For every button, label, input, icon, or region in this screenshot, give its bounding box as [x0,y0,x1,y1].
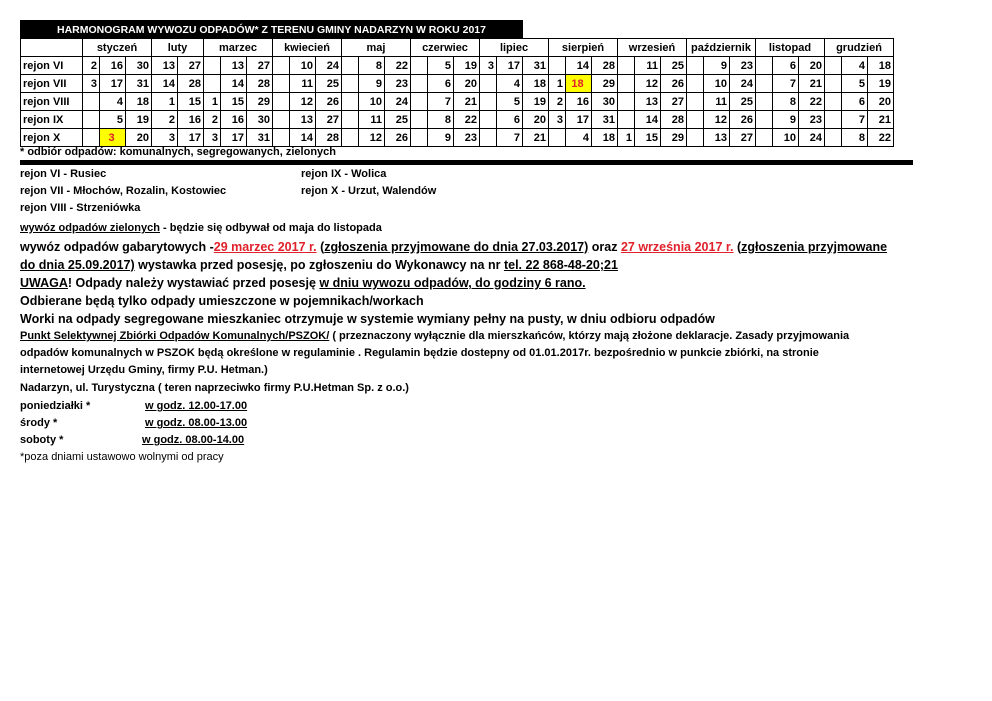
date-cell [411,93,428,111]
date-cell [480,111,497,129]
date-cell: 5 [842,75,868,93]
date-cell: 24 [316,57,342,75]
date-cell [687,75,704,93]
date-cell: 16 [100,57,126,75]
date-cell: 4 [566,129,592,147]
date-cell: 17 [221,129,247,147]
date-cell [687,129,704,147]
month-9: wrzesień [618,39,687,57]
green-waste-link: wywóz odpadów zielonych [20,222,160,234]
date-cell [204,75,221,93]
date-cell: 25 [385,111,411,129]
month-4: kwiecień [273,39,342,57]
date-cell: 12 [290,93,316,111]
date-cell: 23 [454,129,480,147]
date-cell: 7 [428,93,454,111]
bulky-date-1: 29 marzec 2017 r. [213,240,317,254]
date-cell: 15 [635,129,661,147]
pszok-address: Nadarzyn, ul. Turystyczna ( teren naprzeciwko firmy P.U.Hetman Sp. z o.o.) [20,382,409,394]
date-cell: 13 [152,57,178,75]
date-cell: 3 [480,57,497,75]
date-cell: 22 [454,111,480,129]
date-cell [342,111,359,129]
region-label: rejon IX [21,111,83,129]
region-label: rejon X [21,129,83,147]
date-cell [411,75,428,93]
date-cell: 28 [661,111,687,129]
date-cell: 25 [661,57,687,75]
bulky-waste-line-2: do dnia 25.09.2017) wystawka przed posesję, po zgłoszeniu do Wykonawcy na nr tel. 22 868-48-20;21 [20,258,618,272]
region-vii: rejon VII - Młochów, Rozalin, Kostowiec [20,185,227,197]
date-cell: 22 [799,93,825,111]
date-cell: 10 [359,93,385,111]
date-cell: 25 [730,93,756,111]
hours-time-3: w godz. 08.00-14.00 [142,434,245,446]
date-cell: 1 [549,75,566,93]
schedule-title: HARMONOGRAM WYWOZU ODPADÓW* Z TERENU GMINY NADARZYN W ROKU 2017 [21,21,523,39]
date-cell [411,57,428,75]
date-cell [342,93,359,111]
date-cell: 30 [592,93,618,111]
date-cell [756,129,773,147]
date-cell [618,111,635,129]
green-waste-line: wywóz odpadów zielonych - będzie się odbywał od maja do listopada [20,222,382,234]
date-cell: 3 [152,129,178,147]
date-cell [687,93,704,111]
date-cell: 14 [635,111,661,129]
date-cell: 30 [126,57,152,75]
date-cell: 21 [868,111,894,129]
date-cell: 11 [635,57,661,75]
date-cell: 1 [618,129,635,147]
date-cell: 27 [316,111,342,129]
date-cell: 17 [497,57,523,75]
date-cell [756,111,773,129]
date-cell: 16 [178,111,204,129]
date-cell: 4 [100,93,126,111]
date-cell: 26 [385,129,411,147]
date-cell: 6 [497,111,523,129]
date-cell: 14 [290,129,316,147]
date-cell: 20 [799,57,825,75]
month-10: październik [687,39,756,57]
pszok-line-3: internetowej Urzędu Gminy, firmy P.U. Hetman.) [20,364,268,376]
date-cell: 18 [868,57,894,75]
date-cell: 8 [842,129,868,147]
date-cell [618,57,635,75]
date-cell: 27 [730,129,756,147]
date-cell [756,75,773,93]
date-cell: 3 [83,75,100,93]
date-cell: 23 [385,75,411,93]
date-cell [825,75,842,93]
holiday-note: *poza dniami ustawowo wolnymi od pracy [20,451,224,463]
date-cell [411,129,428,147]
date-cell: 6 [773,57,799,75]
date-cell [618,93,635,111]
date-cell: 8 [773,93,799,111]
date-cell [825,129,842,147]
date-cell: 12 [359,129,385,147]
date-cell: 14 [152,75,178,93]
date-cell: 15 [221,93,247,111]
hours-time-1: w godz. 12.00-17.00 [145,400,248,412]
date-cell: 21 [454,93,480,111]
date-cell: 10 [773,129,799,147]
date-cell: 16 [566,93,592,111]
date-cell [825,111,842,129]
date-cell: 21 [523,129,549,147]
date-cell: 28 [592,57,618,75]
region-label: rejon VII [21,75,83,93]
month-11: listopad [756,39,825,57]
schedule-table [20,20,894,147]
date-cell: 31 [592,111,618,129]
date-cell: 7 [497,129,523,147]
warning-line: UWAGA! Odpady należy wystawiać przed posesję w dniu wywozu odpadów, do godziny 6 rano. [20,276,586,290]
date-cell [273,129,290,147]
date-cell: 13 [290,111,316,129]
date-cell: 3 [204,129,221,147]
date-cell [204,57,221,75]
month-5: maj [342,39,411,57]
date-cell [480,93,497,111]
date-cell: 4 [842,57,868,75]
month-3: marzec [204,39,273,57]
date-cell [549,57,566,75]
date-cell [83,111,100,129]
date-cell: 14 [221,75,247,93]
date-cell: 11 [704,93,730,111]
pszok-line-1: Punkt Selektywnej Zbiórki Odpadów Komunalnych/PSZOK/ ( przeznaczony wyłącznie dla mierszkańców, którzy mają złożone deklaracje. Zasady przyjmowania [20,330,850,342]
region-ix: rejon IX - Wolica [301,168,387,180]
region-vi: rejon VI - Rusiec [20,168,107,180]
date-cell: 6 [428,75,454,93]
date-cell: 9 [428,129,454,147]
date-cell: 6 [842,93,868,111]
date-cell: 29 [247,93,273,111]
date-cell: 11 [359,111,385,129]
date-cell: 18 [126,93,152,111]
date-cell [273,93,290,111]
date-cell: 18 [566,75,592,93]
date-cell [83,129,100,147]
date-cell: 16 [221,111,247,129]
date-cell: 23 [730,57,756,75]
date-cell: 12 [704,111,730,129]
date-cell [480,75,497,93]
date-cell: 27 [661,93,687,111]
date-cell: 1 [152,93,178,111]
date-cell [273,57,290,75]
date-cell: 3 [549,111,566,129]
date-cell: 2 [204,111,221,129]
pszok-link: Punkt Selektywnej Zbiórki Odpadów Komunalnych/PSZOK/ [20,330,330,342]
date-cell: 7 [773,75,799,93]
date-cell: 1 [204,93,221,111]
date-cell: 20 [454,75,480,93]
date-cell: 3 [100,129,126,147]
hours-day-2: środy * [20,417,58,429]
date-cell: 29 [592,75,618,93]
date-cell: 19 [454,57,480,75]
date-cell: 8 [359,57,385,75]
date-cell [273,111,290,129]
bags-line: Worki na odpady segregowane mieszkaniec otrzymuje w systemie wymiany pełny na pusty, w dniu odbioru odpadów [20,312,715,326]
date-cell: 2 [83,57,100,75]
date-cell: 9 [704,57,730,75]
date-cell [618,75,635,93]
schedule-row [21,129,894,147]
divider [20,160,913,165]
date-cell [342,75,359,93]
date-cell: 4 [497,75,523,93]
date-cell: 24 [730,75,756,93]
date-cell [83,93,100,111]
date-cell: 5 [428,57,454,75]
date-cell: 31 [247,129,273,147]
date-cell: 11 [290,75,316,93]
date-cell: 27 [178,57,204,75]
date-cell: 23 [799,111,825,129]
date-cell: 19 [126,111,152,129]
date-cell: 20 [868,93,894,111]
date-cell: 5 [100,111,126,129]
schedule-row [21,75,894,93]
date-cell [342,57,359,75]
month-7: lipiec [480,39,549,57]
date-cell [480,129,497,147]
region-viii: rejon VIII - Strzeniówka [20,202,141,214]
date-cell: 31 [523,57,549,75]
date-cell: 2 [549,93,566,111]
date-cell: 9 [359,75,385,93]
date-cell [273,75,290,93]
date-cell: 14 [566,57,592,75]
date-cell: 12 [635,75,661,93]
date-cell: 30 [247,111,273,129]
date-cell: 31 [126,75,152,93]
month-2: luty [152,39,204,57]
date-cell: 19 [523,93,549,111]
date-cell: 18 [523,75,549,93]
hours-day-3: soboty * [20,434,64,446]
date-cell: 18 [592,129,618,147]
month-8: sierpień [549,39,618,57]
date-cell: 10 [290,57,316,75]
date-cell: 27 [247,57,273,75]
month-6: czerwiec [411,39,480,57]
date-cell: 13 [635,93,661,111]
date-cell: 25 [316,75,342,93]
date-cell: 28 [178,75,204,93]
date-cell: 22 [868,129,894,147]
date-cell: 5 [497,93,523,111]
schedule-row [21,57,894,75]
date-cell: 17 [178,129,204,147]
date-cell: 20 [523,111,549,129]
date-cell: 15 [178,93,204,111]
date-cell: 17 [566,111,592,129]
date-cell: 24 [799,129,825,147]
date-cell: 26 [316,93,342,111]
bulky-date-2: 27 września 2017 r. [620,240,734,254]
date-cell: 22 [385,57,411,75]
date-cell [687,57,704,75]
date-cell: 13 [704,129,730,147]
region-x: rejon X - Urzut, Walendów [301,185,437,197]
date-cell: 13 [221,57,247,75]
date-cell [756,57,773,75]
region-label: rejon VI [21,57,83,75]
month-1: styczeń [83,39,152,57]
phone-number: tel. 22 868-48-20;21 [503,258,618,272]
bulky-waste-line-1: wywóz odpadów gabarytowych -29 marzec 2017 r. (zgłoszenia przyjmowane do dnia 27.03.2017) oraz 27 września 2017 r. (zgłoszenia przyjmowane [20,240,888,254]
pszok-line-2: odpadów komunalnych w PSZOK będą określone w regulaminie . Regulamin będzie dostepny od 01.01.2017r. bezpośrednio w punkcie zbiórki, na stronie [20,347,819,359]
date-cell [342,129,359,147]
month-header-row [21,39,894,57]
date-cell: 28 [316,129,342,147]
date-cell: 24 [385,93,411,111]
hours-day-1: poniedziałki * [20,400,91,412]
month-12: grudzień [825,39,894,57]
waste-type-footnote: * odbiór odpadów: komunalnych, segregowanych, zielonych [20,146,336,158]
date-cell [687,111,704,129]
date-cell: 10 [704,75,730,93]
date-cell [411,111,428,129]
date-cell: 28 [247,75,273,93]
hours-time-2: w godz. 08.00-13.00 [145,417,248,429]
date-cell: 17 [100,75,126,93]
date-cell: 2 [152,111,178,129]
date-cell: 21 [799,75,825,93]
date-cell [825,57,842,75]
date-cell: 19 [868,75,894,93]
date-cell: 26 [730,111,756,129]
date-cell: 7 [842,111,868,129]
date-cell [756,93,773,111]
date-cell: 29 [661,129,687,147]
region-label: rejon VIII [21,93,83,111]
date-cell: 26 [661,75,687,93]
date-cell [825,93,842,111]
containers-line: Odbierane będą tylko odpady umieszczone w pojemnikach/workach [20,294,424,308]
date-cell: 9 [773,111,799,129]
schedule-row [21,93,894,111]
date-cell [549,129,566,147]
date-cell: 20 [126,129,152,147]
schedule-row [21,111,894,129]
date-cell: 8 [428,111,454,129]
